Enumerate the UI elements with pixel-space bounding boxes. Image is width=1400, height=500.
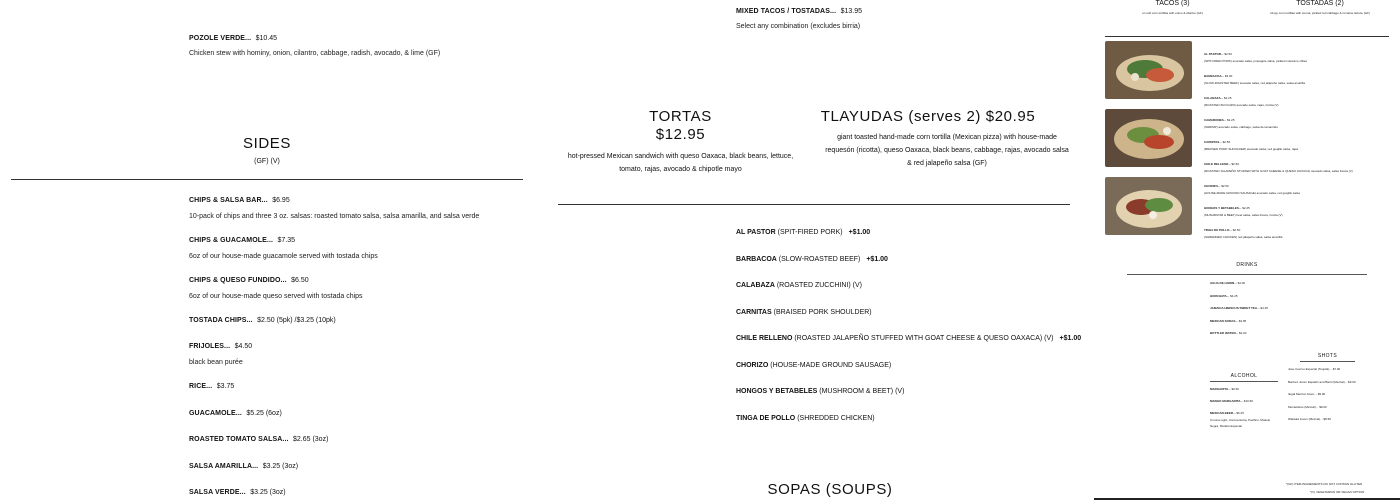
- side-item: [189, 192, 519, 228]
- side-item-name: CHIPS & GUACAMOLE...: [189, 237, 274, 244]
- side-item: [189, 405, 519, 419]
- filling-desc: (ROASTED ZUCCHINI) (V): [776, 282, 863, 289]
- side-item-desc: black bean purée: [189, 359, 243, 366]
- alcohol-name: MARGARITA...: [1210, 387, 1231, 391]
- side-item-name: CHIPS & SALSA BAR...: [189, 197, 268, 204]
- mini-filling-name: BARBACOA...: [1204, 74, 1224, 78]
- footnote-v: *(V) VEGETARIAN OR VEGAN OPTION: [1310, 490, 1365, 494]
- drink-item: [1210, 294, 1238, 298]
- mini-filling-desc: (ROASTED ZUCCHINI) avocado salsa, rajas, ricotta (V): [1204, 103, 1279, 107]
- filling-desc: (SLOW-ROASTED BEEF): [778, 255, 861, 263]
- side-item-price: $5.25 (6oz): [246, 410, 282, 417]
- filling-surcharge: +$1.00: [1059, 335, 1082, 342]
- mini-filling-desc: (HOUSE-MADE GROUND SAUSAGE) avocado salsa, red guajillo salsa: [1204, 191, 1300, 195]
- beer-note-1: Corona Light, Corona Extra, Pacifico, Modelo: [1210, 418, 1271, 422]
- side-item-price: $3.25 (3oz): [250, 489, 286, 496]
- side-item: [189, 338, 519, 374]
- shot-name: Montelobos (Mezcal)...: [1288, 404, 1319, 409]
- mini-filling-desc: (SHRIMP) avocado salsa, cabbage, salsa de tamarindo: [1204, 125, 1278, 129]
- mini-filling-name: CARNITAS...: [1204, 140, 1222, 144]
- mini-filling-price: $2.25: [1242, 206, 1250, 210]
- mini-filling-item: [1204, 228, 1282, 239]
- sides-title: SIDES: [242, 135, 291, 152]
- shot-price: $9.00: [1348, 379, 1356, 384]
- mini-filling-name: AL PASTOR...: [1204, 52, 1224, 56]
- mini-filling-item: [1204, 118, 1278, 129]
- sopas-title: SOPAS (SOUPS): [767, 481, 893, 498]
- side-item-name: GUACAMOLE...: [189, 410, 242, 417]
- mini-filling-price: $2.50: [1222, 140, 1231, 144]
- filling-name: BARBACOA: [736, 255, 777, 263]
- side-item-name: SALSA VERDE...: [189, 489, 246, 496]
- mini-filling-desc: (ROASTED JALAPEÑO STUFFED WITH GOAT CHEESE & QUESO OAXACA) avocado salsa, salsa fresca (V): [1204, 169, 1353, 173]
- mini-filling-price: $2.25: [1224, 96, 1232, 100]
- mini-filling-price: $2.50: [1221, 184, 1229, 188]
- shot-name: Jose Cuervo Especial (Tequila)...: [1288, 367, 1332, 371]
- filling-row: [736, 282, 862, 289]
- side-item-price: $6.50: [291, 277, 309, 284]
- side-item-price: $2.50 (5pk) /$3.25 (10pk): [257, 317, 336, 324]
- shot-item: [1288, 392, 1325, 396]
- alcohol-price: $9.50: [1231, 387, 1239, 391]
- drink-name: HORCHATA...: [1210, 293, 1230, 298]
- mini-filling-item: [1204, 140, 1298, 151]
- alcohol-item: [1210, 411, 1244, 415]
- tostadas-header: [1250, 0, 1390, 15]
- side-item: [189, 431, 519, 445]
- filling-surcharge: +$1.00: [848, 229, 871, 236]
- mini-filling-name: CHORIZO...: [1204, 184, 1221, 188]
- tacos-divider: [1105, 36, 1389, 37]
- filling-desc: (SPIT-FIRED PORK): [777, 229, 843, 236]
- pozole-desc: Chicken stew with hominy, onion, cilantro, cabbage, radish, avocado, & lime (GF): [189, 50, 441, 57]
- shot-item: [1288, 417, 1331, 421]
- side-item-price: $7.35: [277, 237, 296, 244]
- shot-name: Wahaka Joven (Mezcal)...: [1288, 417, 1323, 421]
- drink-name: JAMAICA HIBISCUS SWEET TEA...: [1210, 306, 1260, 310]
- drink-price: $3.95: [1238, 318, 1247, 323]
- taco-photo-3: [1105, 177, 1192, 235]
- footnote-gf: *(GF) ITEM INGREDIENTS DO NOT CONTAIN GLUTEN: [1286, 482, 1363, 486]
- shot-name: Banhez Joven Espadin and Barril (Mezcal)...: [1288, 379, 1348, 384]
- tlayudas-desc: giant toasted hand-made corn tortilla (Mexican pizza) with house-made requesón (ricotta), queso Oaxaca, black beans, cabbage, rajas, avocado salsa & red jalapeño salsa (GF): [825, 134, 1069, 167]
- side-item-desc: 6oz of our house-made guacamole served with tostada chips: [189, 253, 378, 260]
- mixed-tacos-desc: Select any combination (excludes birria): [736, 23, 861, 30]
- tortas-price: $12.95: [655, 126, 706, 143]
- taco-photo-1: [1105, 41, 1192, 99]
- drink-item: [1210, 319, 1246, 323]
- filling-row: [736, 362, 891, 369]
- mini-filling-price: $2.50: [1231, 162, 1240, 166]
- filling-row: [736, 388, 904, 395]
- pozole-price: $10.45: [255, 35, 278, 42]
- mini-filling-item: [1204, 162, 1353, 173]
- drinks-rule: [1127, 274, 1367, 275]
- shot-item: [1288, 367, 1340, 371]
- filling-desc: (MUSHROOM & BEET) (V): [819, 388, 905, 395]
- alcohol-price: $10.50: [1243, 399, 1253, 403]
- filling-row: [736, 256, 888, 263]
- drink-item: [1210, 281, 1245, 285]
- mini-filling-desc: (SLOW-ROASTED BEEF) avocado salsa, red jalapeño salsa, salsa amarilla: [1204, 81, 1305, 85]
- mini-filling-desc: (SPIT-FIRED PORK) avocado salsa, pineapple salsa, pickled manzano chiles: [1204, 59, 1308, 63]
- side-item-name: ROASTED TOMATO SALSA...: [189, 436, 289, 443]
- alcohol-price: $6.25: [1236, 411, 1244, 415]
- filling-row: [736, 335, 1081, 342]
- drink-price: $2.00: [1238, 331, 1247, 335]
- tostadas-note: crispy corn tortillas with crema, pickled red cabbage & romaine lettuce (GF): [1270, 11, 1370, 15]
- tortas-divider: [558, 204, 1070, 205]
- mini-filling-item: [1204, 184, 1300, 195]
- tortas-desc: hot-pressed Mexican sandwich with queso Oaxaca, black beans, lettuce, tomato, rajas, avocado & chipotle mayo: [567, 153, 794, 173]
- mini-filling-price: $2.50: [1232, 228, 1241, 232]
- side-item-name: TOSTADA CHIPS...: [189, 317, 253, 324]
- side-item-name: RICE...: [189, 383, 213, 390]
- shot-item: [1288, 380, 1356, 384]
- mini-filling-price: $3.25: [1227, 118, 1235, 122]
- mini-filling-item: [1204, 96, 1279, 107]
- shots-title: SHOTS: [1317, 353, 1338, 359]
- filling-name: CHORIZO: [736, 361, 769, 369]
- side-item-price: $3.75: [216, 383, 235, 390]
- drink-item: [1210, 306, 1268, 310]
- pozole-item: [189, 30, 440, 60]
- alcohol-name: MANGO MARGARITA...: [1210, 399, 1243, 403]
- side-item: [189, 312, 519, 326]
- mini-filling-desc: (BRAISED PORK SHOULDER) avocado salsa, red guajillo salsa, rajas: [1204, 147, 1299, 151]
- shot-item: [1288, 405, 1327, 409]
- filling-desc: (HOUSE-MADE GROUND SAUSAGE): [770, 361, 892, 369]
- filling-row: [736, 309, 872, 316]
- mini-filling-desc: (MUSHROOM & BEET) beet salsa, salsa fresca, ricotta (V): [1204, 213, 1283, 217]
- side-item: [189, 272, 519, 308]
- alcohol-rule: [1210, 381, 1278, 382]
- beer-note-2: Negra, Modelo Especial: [1210, 424, 1242, 428]
- mini-filling-item: [1204, 52, 1307, 63]
- mixed-tacos-price: $13.95: [840, 8, 862, 15]
- drink-price: $4.25: [1230, 293, 1238, 298]
- filling-name: HONGOS Y BETABELES: [736, 388, 818, 395]
- filling-name: AL PASTOR: [736, 229, 776, 236]
- drink-name: AGUA DE LIMON...: [1210, 281, 1237, 285]
- side-item-price: $2.65 (3oz): [292, 436, 329, 443]
- side-item-desc: 6oz of our house-made queso served with tostada chips: [189, 293, 363, 300]
- taco-photo-2: [1105, 109, 1192, 167]
- shot-price: $9.00: [1317, 392, 1326, 396]
- shot-price: $8.50: [1323, 417, 1331, 421]
- alcohol-item: [1210, 399, 1253, 403]
- side-item: [189, 232, 519, 268]
- alcohol-title: ALCOHOL: [1230, 373, 1258, 379]
- filling-desc: (ROASTED JALAPEÑO STUFFED WITH GOAT CHEESE & QUESO OAXACA) (V): [794, 335, 1054, 342]
- drink-name: BOTTLED WATER...: [1210, 331, 1239, 335]
- drink-price: $4.00: [1237, 281, 1246, 285]
- side-item-name: SALSA AMARILLA...: [189, 463, 259, 470]
- side-item-name: FRIJOLES...: [189, 343, 231, 350]
- tacos-title: TACOS (3): [1155, 0, 1190, 7]
- mixed-tacos-item: [736, 3, 862, 33]
- sides-note: (GF) (V): [254, 158, 280, 165]
- filling-surcharge: +$1.00: [866, 255, 888, 263]
- sides-divider: [11, 179, 523, 180]
- shot-price: $7.00: [1332, 367, 1341, 371]
- filling-name: CARNITAS: [736, 308, 772, 316]
- mini-filling-desc: (SHREDDED CHICKEN) red jalapeño salsa, salsa amarilla: [1204, 235, 1283, 239]
- side-item: [189, 484, 519, 498]
- filling-desc: (SHREDDED CHICKEN): [797, 414, 875, 422]
- side-item-desc: 10-pack of chips and three 3 oz. salsas: roasted tomato salsa, salsa amarilla, and salsa verde: [189, 213, 480, 220]
- tortas-title: TORTAS: [649, 108, 712, 125]
- mini-filling-item: [1204, 74, 1305, 85]
- filling-name: CALABAZA: [736, 282, 775, 289]
- shot-name: Ilegal Mezcal Joven...: [1288, 392, 1317, 396]
- tostadas-title: TOSTADAS (2): [1296, 0, 1344, 7]
- tacos-header: [1105, 0, 1240, 15]
- side-item: [189, 458, 519, 472]
- filling-row: [736, 229, 870, 236]
- drink-item: [1210, 331, 1246, 335]
- drinks-title: DRINKS: [1236, 262, 1258, 268]
- side-item-price: $6.95: [272, 197, 290, 204]
- drink-price: $4.25: [1260, 306, 1268, 310]
- mini-filling-name: TINGA DE POLLO...: [1204, 228, 1232, 232]
- alcohol-item: [1210, 387, 1239, 391]
- mini-filling-price: $3.00: [1224, 74, 1233, 78]
- filling-name: TINGA DE POLLO: [736, 414, 796, 422]
- mini-filling-name: CHILE RELLENO...: [1204, 162, 1231, 166]
- filling-row: [736, 415, 875, 422]
- filling-name: CHILE RELLENO: [736, 335, 793, 342]
- tacos-note: on soft corn tortillas with onion & cilantro (GF): [1142, 11, 1203, 15]
- shots-rule: [1300, 361, 1355, 362]
- shot-price: $9.00: [1319, 404, 1327, 409]
- side-item-price: $4.50: [234, 343, 253, 350]
- side-item: [189, 378, 519, 392]
- side-item-price: $3.25 (3oz): [262, 463, 299, 470]
- mini-filling-name: CALABAZA...: [1204, 96, 1224, 100]
- mini-filling-price: $2.50: [1224, 52, 1232, 56]
- mixed-tacos-name: MIXED TACOS / TOSTADAS...: [736, 8, 837, 15]
- mini-filling-item: [1204, 206, 1283, 217]
- filling-desc: (BRAISED PORK SHOULDER): [773, 308, 872, 316]
- pozole-name: POZOLE VERDE...: [189, 35, 252, 42]
- mini-filling-name: CAMARONES...: [1204, 118, 1227, 122]
- drink-name: MEXICAN SODAS...: [1210, 318, 1238, 323]
- side-item-name: CHIPS & QUESO FUNDIDO...: [189, 277, 287, 284]
- tlayudas-title: TLAYUDAS (serves 2) $20.95: [820, 108, 1036, 125]
- mini-filling-name: HONGOS Y BETABELES...: [1204, 206, 1242, 210]
- alcohol-name: MEXICAN BEER...: [1210, 411, 1236, 415]
